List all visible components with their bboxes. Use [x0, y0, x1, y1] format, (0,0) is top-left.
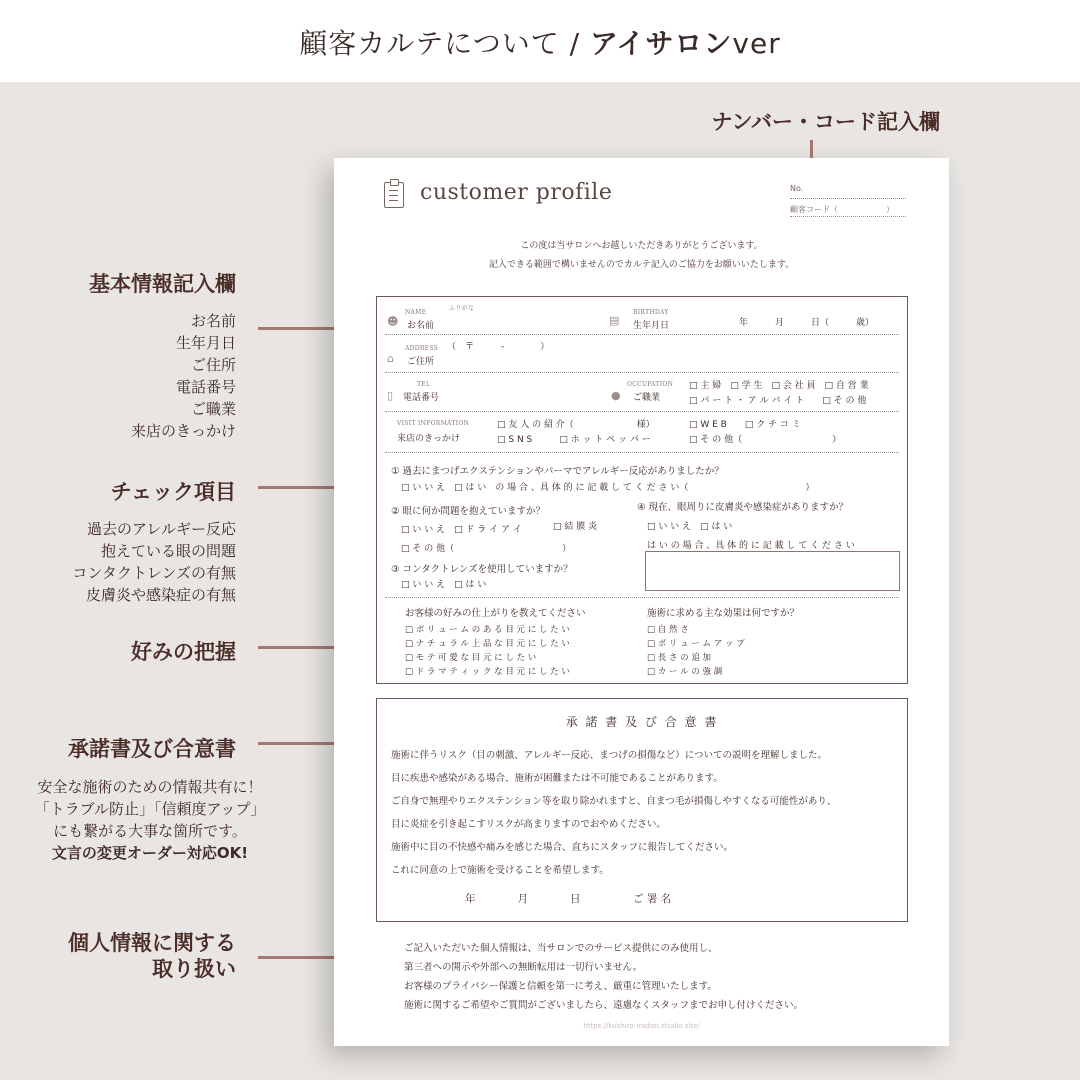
consent-line: 目に炎症を引き起こすリスクが高まりますのでおやめください。 [391, 819, 666, 830]
question-2-options-1b[interactable]: □ 結 膜 炎 [553, 522, 598, 532]
code-area-heading: ナンバー・コード記入欄 [711, 110, 940, 134]
tel-label: 電話番号 [403, 393, 440, 403]
main-form-box [376, 296, 908, 684]
visit-en-label: VISIT INFORMATION [397, 420, 470, 427]
privacy-line: 第三者への開示や外部への無断転用は一切行いません。 [404, 962, 643, 973]
check-list [20, 518, 236, 606]
divider [385, 452, 899, 453]
consent-box [376, 698, 908, 922]
finish-option[interactable]: □ ナ チ ュ ラ ル 上 品 な 目 元 に し た い [405, 639, 570, 649]
intro-line-1: この度は当サロンへお越しいただきありがとうございます。 [520, 241, 763, 251]
gift-icon: ▤ [609, 314, 620, 327]
divider [385, 334, 899, 335]
home-icon: ⌂ [387, 352, 394, 365]
finish-option[interactable]: □ ボ リ ュ ー ム の あ る 目 元 に し た い [405, 625, 570, 635]
occupation-options-2[interactable]: □ パ ー ト ・ ア ル バ イ ト □ そ の 他 [689, 396, 867, 406]
basic-info-list [20, 310, 236, 442]
check-item: コンタクトレンズの有無 [72, 564, 236, 582]
basic-item: お名前 [190, 312, 236, 330]
preference-heading: 好みの把握 [131, 640, 236, 664]
name-en-label: NAME [405, 309, 427, 316]
visit-options-1b[interactable]: □ W E B □ ク チ コ ミ [689, 420, 801, 430]
title-suffix: ver [732, 27, 781, 60]
effect-option[interactable]: □ カ ー ル の 強 調 [647, 667, 723, 677]
question-2-options-2[interactable]: □ そ の 他（ ） [401, 544, 572, 554]
privacy-line: お客様のプライバシー保護と信頼を第一に考え、厳重に管理いたします。 [404, 981, 717, 992]
consent-line: ご自身で無理やりエクステンション等を取り除かれますと、自まつ毛が損傷しやすくなる可能性があり、 [391, 796, 837, 807]
effect-option[interactable]: □ 長 さ の 追 加 [647, 653, 712, 663]
title-bold: アイサロン [589, 27, 733, 60]
privacy-heading-line: 個人情報に関する [68, 931, 236, 955]
effect-option[interactable]: □ ボ リ ュ ー ム ア ッ プ [647, 639, 745, 649]
privacy-line: ご記入いただいた個人情報は、当サロンでのサービス提供にのみ使用し、 [404, 943, 718, 954]
address-label: ご住所 [407, 357, 435, 367]
briefcase-icon: ● [611, 389, 621, 402]
visit-label: 来店のきっかけ [397, 434, 461, 444]
check-item: 皮膚炎や感染症の有無 [85, 586, 236, 604]
consent-note-line: 安全な施術のための情報共有に！ [37, 778, 263, 796]
basic-item: 来店のきっかけ [130, 422, 236, 440]
occupation-en-label: OCCUPATION [627, 381, 674, 388]
person-icon: ☻ [387, 315, 399, 328]
customer-profile-sheet [334, 158, 949, 1046]
birthday-label: 生年月日 [633, 321, 670, 331]
site-url: https://kushiro-irodori.studio.site/ [583, 1022, 700, 1030]
question-2-options-1[interactable]: □ い い え □ ド ラ イ ア イ [401, 525, 522, 535]
visit-options-2a[interactable]: □ S N S □ ホ ッ ト ペ ッ パ ー [497, 435, 651, 445]
furigana-label: ふりがな [449, 305, 475, 312]
consent-note-line: 「トラブル防止」「信頼度アップ」 [34, 800, 266, 818]
phone-icon: ▯ [387, 389, 394, 402]
consent-note-bold: 文言の変更オーダー対応OK! [51, 844, 249, 862]
question-3-options[interactable]: □ い い え □ は い [401, 580, 487, 590]
consent-line: 施術に伴うリスク（目の刺激、アレルギー反応、まつげの損傷など）についての説明を理解しました。 [391, 750, 828, 761]
consent-line: 施術中に目の不快感や痛みを感じた場合、直ちにスタッフに報告してください。 [391, 842, 734, 853]
visit-options-1a[interactable]: □ 友 人 の 紹 介（ 様） [497, 420, 655, 430]
check-item: 過去のアレルギー反応 [86, 520, 236, 538]
check-item: 抱えている眼の問題 [100, 542, 236, 560]
customer-code-label: 顧客コード（ ） [790, 205, 894, 214]
birthday-fields[interactable]: 年 月 日（ 歳） [739, 318, 875, 328]
divider [385, 411, 899, 412]
divider [385, 372, 899, 373]
effect-option[interactable]: □ 自 然 さ [647, 625, 689, 635]
question-4: ④ 現在、眼周りに皮膚炎や感染症がありますか？ [637, 502, 849, 513]
intro-line-2: 記入できる範囲で構いませんのでカルテ記入のご協力をお願いいたします。 [488, 260, 795, 270]
consent-date-signature[interactable]: 年 月 日 ご 署 名 [465, 893, 672, 905]
question-4-answer-box[interactable] [645, 551, 900, 591]
question-2: ② 眼に何か問題を抱えていますか？ [391, 506, 546, 517]
privacy-heading [20, 930, 236, 982]
question-4-detail-label: は い の 場 合 、具 体 的 に 記 載 し て く だ さ い [647, 541, 855, 551]
number-label: No. [790, 184, 804, 193]
basic-item: 生年月日 [175, 334, 236, 352]
question-1-options[interactable]: □ い い え □ は い の 場 合 、具 体 的 に 記 載 し て く だ さ い（ ） [401, 483, 815, 493]
check-heading: チェック項目 [110, 480, 236, 504]
question-4-options[interactable]: □ い い え □ は い [647, 522, 733, 532]
finish-option[interactable]: □ モ テ 可 愛 な 目 元 に し た い [405, 653, 537, 663]
visit-options-2b[interactable]: □ そ の 他（ ） [689, 435, 842, 445]
sheet-title: customer profile [420, 180, 613, 205]
clipboard-icon [384, 182, 404, 208]
consent-line: 目に疾患や感染がある場合、施術が困難または不可能であることがあります。 [391, 773, 723, 784]
birthday-en-label: BIRTHDAY [633, 309, 669, 316]
customer-code-field[interactable] [790, 216, 906, 217]
consent-note-line: にも繋がる大事な箇所です。 [53, 822, 247, 840]
privacy-heading-line: 取り扱い [152, 957, 236, 981]
question-1: ① 過去にまつげエクステンションやパーマでアレルギー反応がありましたか？ [391, 466, 724, 477]
consent-note [10, 776, 290, 864]
postal-code-field[interactable]: （ 〒 - ） [447, 342, 550, 352]
title-main: 顧客カルテについて / [299, 27, 590, 60]
finish-option[interactable]: □ ド ラ マ テ ィ ッ ク な 目 元 に し た い [405, 667, 570, 677]
number-field[interactable] [790, 198, 906, 199]
effect-question: 施術に求める主な効果は何ですか？ [647, 608, 800, 619]
basic-item: ご住所 [190, 356, 236, 374]
basic-info-heading: 基本情報記入欄 [89, 272, 236, 296]
basic-item: 電話番号 [175, 378, 236, 396]
privacy-line: 施術に関するご希望やご質問がございましたら、遠慮なくスタッフまでお申し付けください。 [404, 1000, 804, 1011]
name-label: お名前 [407, 321, 435, 331]
question-3: ③ コンタクトレンズを使用していますか？ [391, 564, 573, 575]
address-en-label: ADDRESS [405, 345, 439, 352]
occupation-label: ご職業 [633, 393, 661, 403]
consent-heading: 承諾書及び合意書 [68, 737, 236, 761]
tel-en-label: TEL [417, 381, 431, 388]
consent-line: これに同意の上で施術を受けることを希望します。 [391, 865, 609, 876]
basic-item: ご職業 [190, 400, 236, 418]
finish-question: お客様の好みの仕上がりを教えてください [405, 608, 586, 619]
page-title [0, 22, 1080, 62]
consent-title: 承 諾 書 及 び 合 意 書 [565, 715, 719, 729]
occupation-options-1[interactable]: □ 主 婦 □ 学 生 □ 会 社 員 □ 自 営 業 [689, 381, 869, 391]
divider [385, 597, 899, 598]
